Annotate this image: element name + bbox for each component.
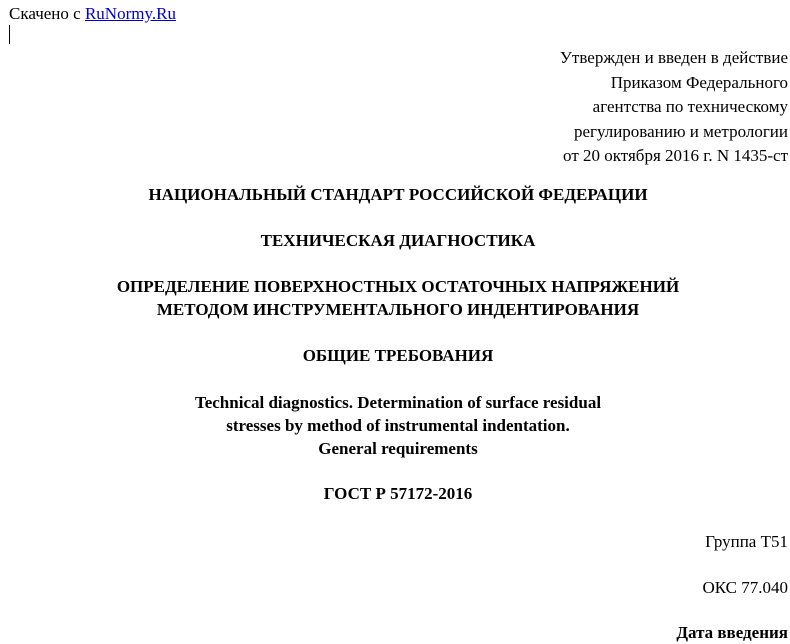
- approval-block: [560, 46, 788, 169]
- title-part-2-line-1: ОПРЕДЕЛЕНИЕ ПОВЕРХНОСТНЫХ ОСТАТОЧНЫХ НАПРЯЖЕНИЙ: [116, 277, 680, 296]
- approval-line: от 20 октября 2016 г. N 1435-ст: [563, 146, 788, 165]
- title-part-2-line-2: МЕТОДОМ ИНСТРУМЕНТАЛЬНОГО ИНДЕНТИРОВАНИЯ: [156, 300, 640, 319]
- approval-line: агентства по техническому: [592, 97, 788, 116]
- source-note: [9, 2, 176, 25]
- oks-code: ОКС 77.040: [702, 578, 788, 597]
- intro-date-label: Дата введения: [676, 623, 788, 642]
- group-code: Группа Т51: [705, 532, 788, 551]
- approval-line: Утвержден и введен в действие: [559, 48, 788, 67]
- gost-number: ГОСТ Р 57172-2016: [323, 484, 473, 503]
- english-title-line-2: stresses by method of instrumental indentation.: [226, 416, 570, 435]
- english-title: [0, 391, 790, 460]
- english-title-line-1: Technical diagnostics. Determination of surface residual: [194, 393, 602, 412]
- title-part-3: ОБЩИЕ ТРЕБОВАНИЯ: [302, 346, 494, 365]
- source-prefix: Скачено с: [9, 4, 85, 23]
- text-cursor: [9, 25, 10, 44]
- english-title-line-3: General requirements: [318, 439, 478, 458]
- title-part-1: ТЕХНИЧЕСКАЯ ДИАГНОСТИКА: [260, 231, 536, 250]
- approval-line: Приказом Федерального: [610, 72, 788, 92]
- runormy-link[interactable]: RuNormy.Ru: [84, 4, 176, 23]
- title-part-2: [0, 275, 790, 321]
- standard-type-heading: НАЦИОНАЛЬНЫЙ СТАНДАРТ РОССИЙСКОЙ ФЕДЕРАЦИИ: [148, 185, 648, 204]
- approval-line: регулированию и метрологии: [573, 121, 788, 141]
